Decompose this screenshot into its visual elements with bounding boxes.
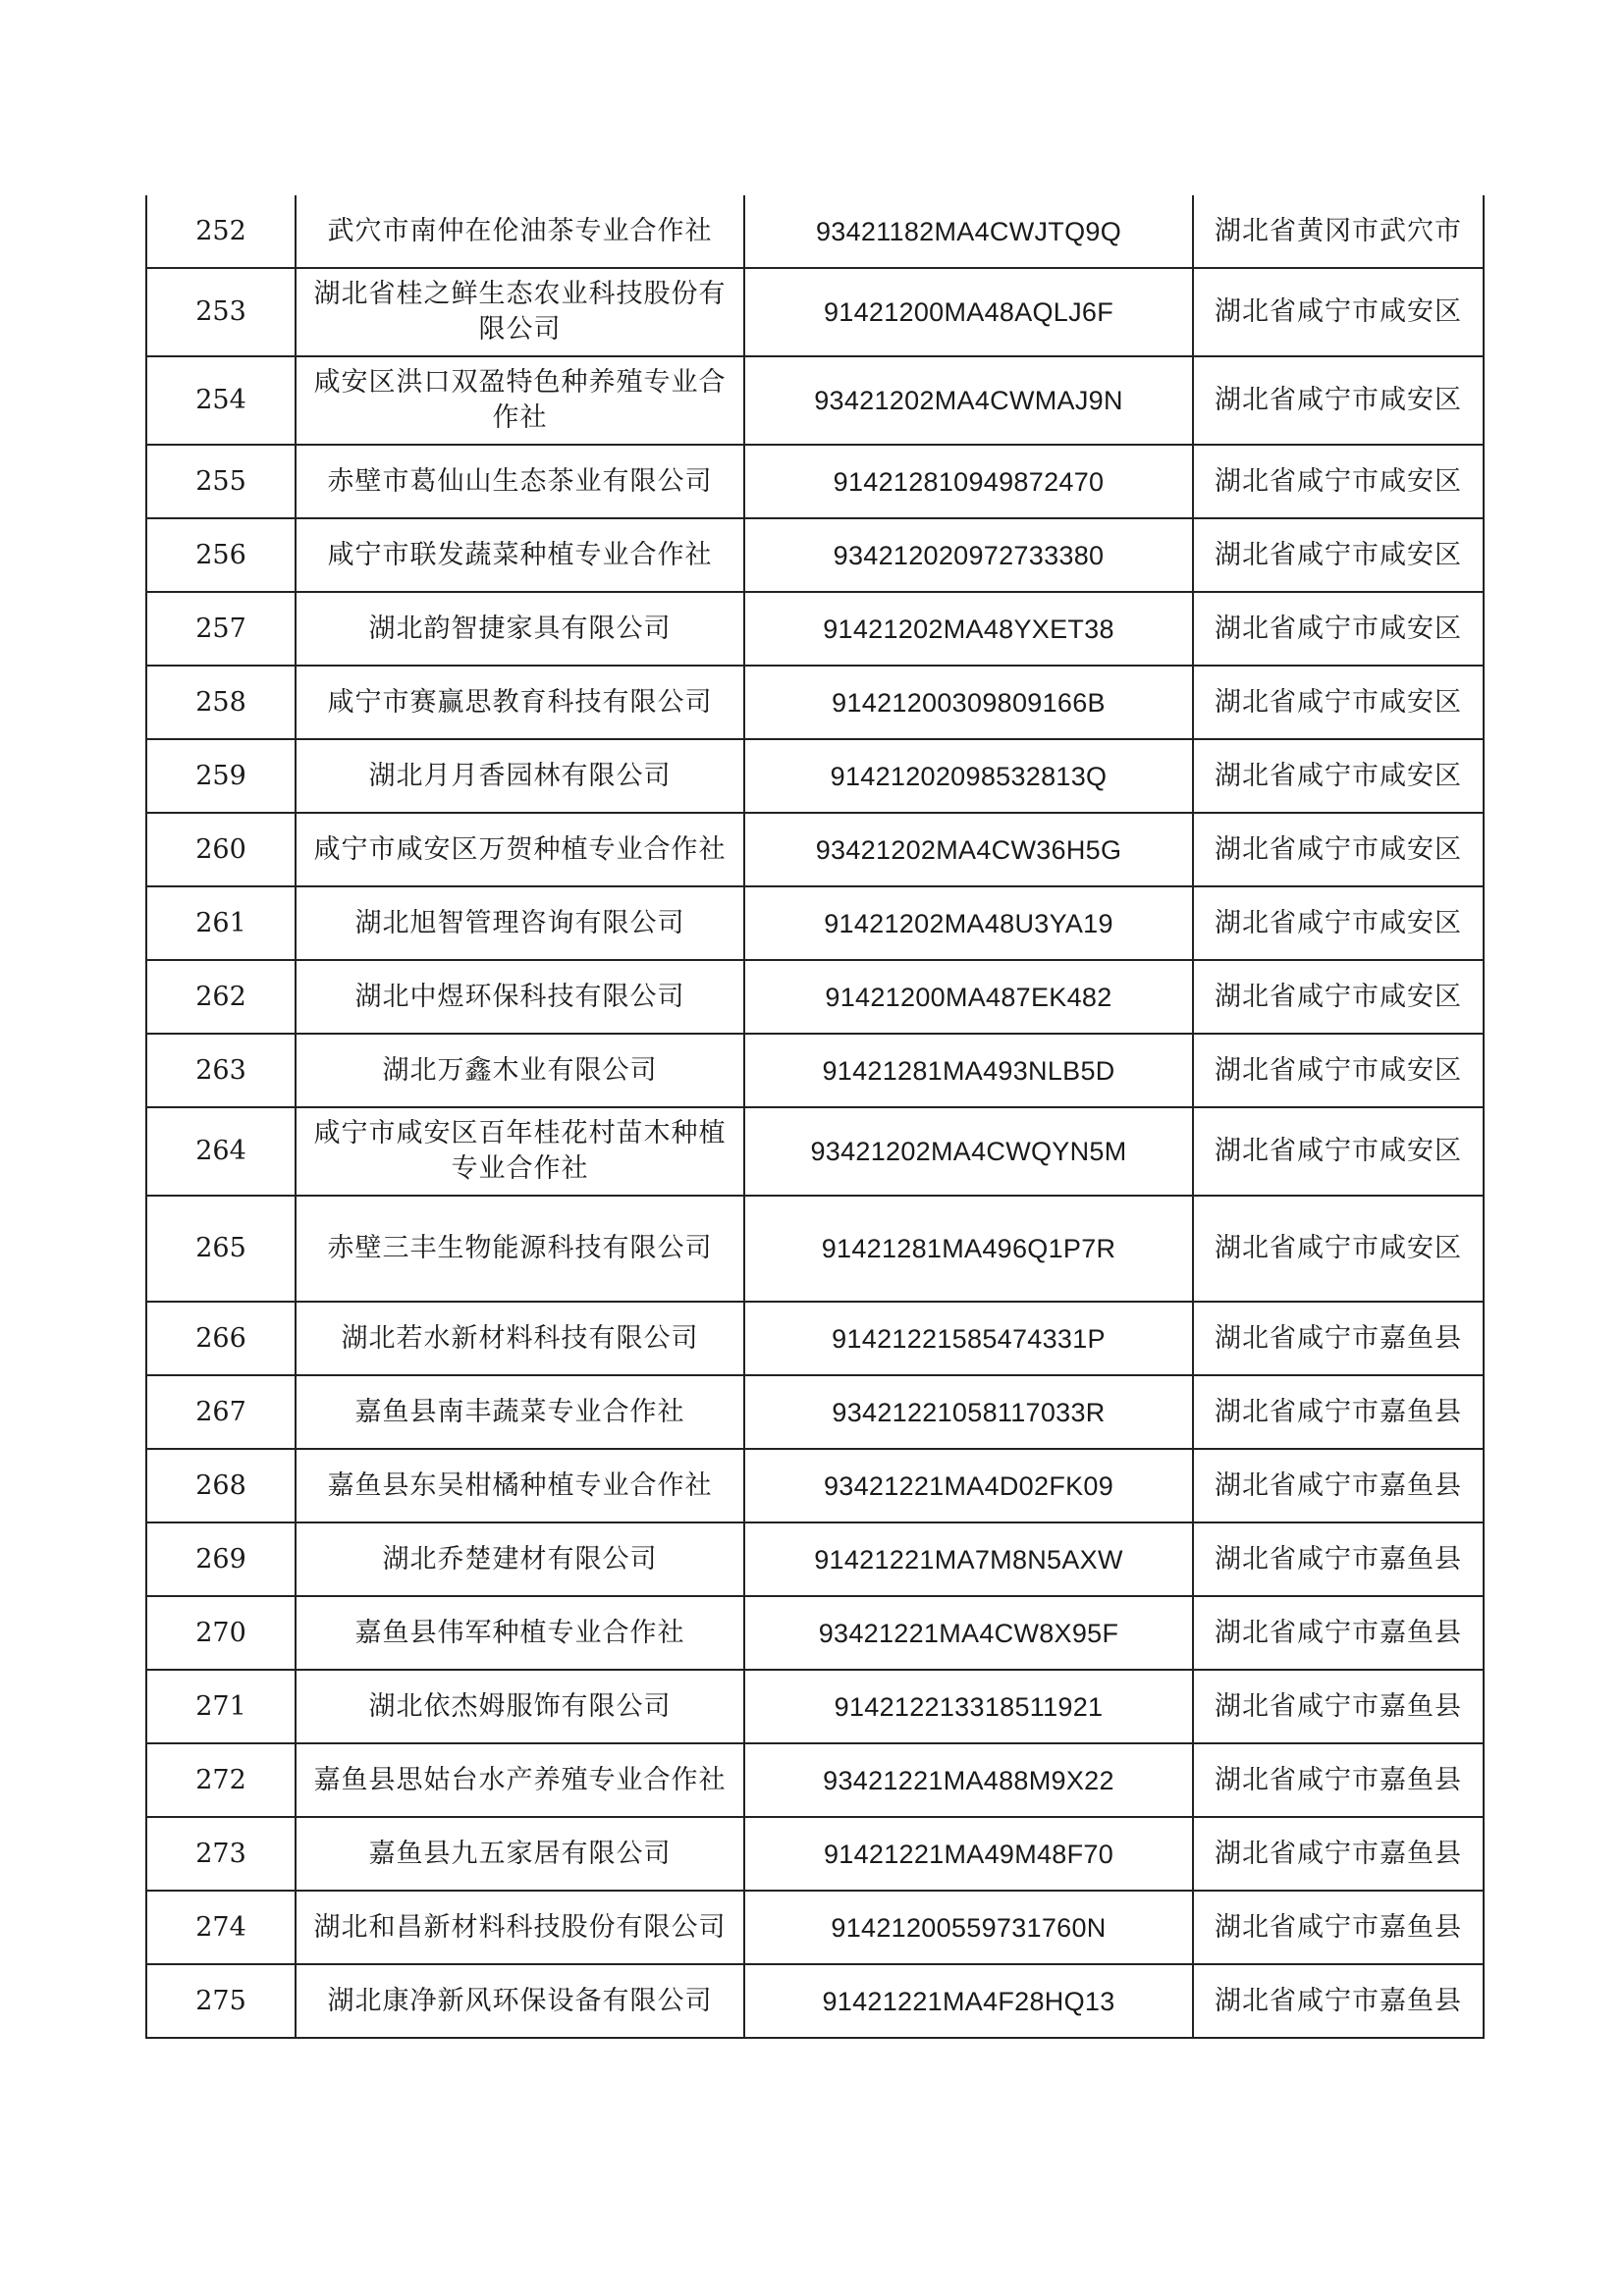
table-row <box>146 1964 1484 2038</box>
location: 湖北省咸宁市咸安区 <box>1193 666 1484 739</box>
table-row <box>146 1196 1484 1302</box>
location: 湖北省咸宁市嘉鱼县 <box>1193 1596 1484 1670</box>
credit-code: 91421200309809166B <box>744 666 1193 739</box>
row-number: 274 <box>146 1891 296 1964</box>
credit-code: 91421200559731760N <box>744 1891 1193 1964</box>
location: 湖北省咸宁市咸安区 <box>1193 1196 1484 1302</box>
credit-code: 91421200MA487EK482 <box>744 960 1193 1034</box>
company-name: 湖北月月香园林有限公司 <box>296 739 744 813</box>
credit-code: 93421221MA4CW8X95F <box>744 1596 1193 1670</box>
company-name: 嘉鱼县东吴柑橘种植专业合作社 <box>296 1449 744 1522</box>
table-row <box>146 666 1484 739</box>
row-number: 257 <box>146 592 296 666</box>
row-number: 269 <box>146 1522 296 1596</box>
row-number: 265 <box>146 1196 296 1302</box>
location: 湖北省黄冈市武穴市 <box>1193 195 1484 268</box>
credit-code: 91421200MA48AQLJ6F <box>744 268 1193 356</box>
credit-code: 914212810949872470 <box>744 445 1193 518</box>
credit-code: 93421221MA488M9X22 <box>744 1743 1193 1817</box>
row-number: 275 <box>146 1964 296 2038</box>
row-number: 253 <box>146 268 296 356</box>
table-row <box>146 592 1484 666</box>
location: 湖北省咸宁市嘉鱼县 <box>1193 1891 1484 1964</box>
table-row <box>146 739 1484 813</box>
row-number: 261 <box>146 886 296 960</box>
credit-code: 934212020972733380 <box>744 518 1193 592</box>
credit-code: 91421202MA48YXET38 <box>744 592 1193 666</box>
credit-code: 91421281MA496Q1P7R <box>744 1196 1193 1302</box>
company-name: 武穴市南仲在伦油茶专业合作社 <box>296 195 744 268</box>
company-name: 湖北韵智捷家具有限公司 <box>296 592 744 666</box>
credit-code: 914212213318511921 <box>744 1670 1193 1743</box>
location: 湖北省咸宁市咸安区 <box>1193 813 1484 886</box>
location: 湖北省咸宁市嘉鱼县 <box>1193 1964 1484 2038</box>
row-number: 266 <box>146 1302 296 1375</box>
table-row <box>146 268 1484 356</box>
credit-code: 93421221MA4D02FK09 <box>744 1449 1193 1522</box>
row-number: 254 <box>146 356 296 445</box>
table-row <box>146 1817 1484 1891</box>
company-name: 咸安区洪口双盈特色种养殖专业合作社 <box>296 356 744 445</box>
table-row <box>146 886 1484 960</box>
credit-code: 93421221058117033R <box>744 1375 1193 1449</box>
row-number: 258 <box>146 666 296 739</box>
company-name: 嘉鱼县伟军种植专业合作社 <box>296 1596 744 1670</box>
location: 湖北省咸宁市嘉鱼县 <box>1193 1522 1484 1596</box>
location: 湖北省咸宁市咸安区 <box>1193 1107 1484 1196</box>
location: 湖北省咸宁市嘉鱼县 <box>1193 1449 1484 1522</box>
credit-code: 91421221MA4F28HQ13 <box>744 1964 1193 2038</box>
credit-code: 91421221585474331P <box>744 1302 1193 1375</box>
location: 湖北省咸宁市咸安区 <box>1193 268 1484 356</box>
company-name: 湖北乔楚建材有限公司 <box>296 1522 744 1596</box>
company-name: 湖北旭智管理咨询有限公司 <box>296 886 744 960</box>
location: 湖北省咸宁市咸安区 <box>1193 1034 1484 1107</box>
company-name: 咸宁市赛赢思教育科技有限公司 <box>296 666 744 739</box>
company-name: 嘉鱼县九五家居有限公司 <box>296 1817 744 1891</box>
company-name: 湖北中煜环保科技有限公司 <box>296 960 744 1034</box>
credit-code: 91421221MA7M8N5AXW <box>744 1522 1193 1596</box>
row-number: 260 <box>146 813 296 886</box>
table-row <box>146 813 1484 886</box>
row-number: 262 <box>146 960 296 1034</box>
table-row <box>146 1891 1484 1964</box>
table-row <box>146 445 1484 518</box>
row-number: 267 <box>146 1375 296 1449</box>
row-number: 259 <box>146 739 296 813</box>
table-row <box>146 1522 1484 1596</box>
credit-code: 91421221MA49M48F70 <box>744 1817 1193 1891</box>
company-name: 湖北康净新风环保设备有限公司 <box>296 1964 744 2038</box>
location: 湖北省咸宁市咸安区 <box>1193 960 1484 1034</box>
table-row <box>146 1302 1484 1375</box>
location: 湖北省咸宁市咸安区 <box>1193 518 1484 592</box>
row-number: 256 <box>146 518 296 592</box>
company-name: 湖北省桂之鲜生态农业科技股份有限公司 <box>296 268 744 356</box>
table-row <box>146 195 1484 268</box>
credit-code: 93421202MA4CWMAJ9N <box>744 356 1193 445</box>
row-number: 263 <box>146 1034 296 1107</box>
credit-code: 91421281MA493NLB5D <box>744 1034 1193 1107</box>
table-row <box>146 1375 1484 1449</box>
table-row <box>146 1670 1484 1743</box>
row-number: 273 <box>146 1817 296 1891</box>
row-number: 252 <box>146 195 296 268</box>
table-row <box>146 356 1484 445</box>
company-name: 湖北依杰姆服饰有限公司 <box>296 1670 744 1743</box>
row-number: 268 <box>146 1449 296 1522</box>
company-name: 嘉鱼县思姑台水产养殖专业合作社 <box>296 1743 744 1817</box>
company-name: 咸宁市联发蔬菜种植专业合作社 <box>296 518 744 592</box>
company-name: 赤壁三丰生物能源科技有限公司 <box>296 1196 744 1302</box>
company-name: 赤壁市葛仙山生态茶业有限公司 <box>296 445 744 518</box>
company-name: 湖北若水新材料科技有限公司 <box>296 1302 744 1375</box>
location: 湖北省咸宁市咸安区 <box>1193 356 1484 445</box>
credit-code: 91421202MA48U3YA19 <box>744 886 1193 960</box>
location: 湖北省咸宁市嘉鱼县 <box>1193 1817 1484 1891</box>
location: 湖北省咸宁市咸安区 <box>1193 592 1484 666</box>
table-row <box>146 960 1484 1034</box>
table-row <box>146 1034 1484 1107</box>
location: 湖北省咸宁市咸安区 <box>1193 445 1484 518</box>
location: 湖北省咸宁市咸安区 <box>1193 886 1484 960</box>
row-number: 271 <box>146 1670 296 1743</box>
table-row <box>146 1743 1484 1817</box>
location: 湖北省咸宁市嘉鱼县 <box>1193 1375 1484 1449</box>
row-number: 264 <box>146 1107 296 1196</box>
location: 湖北省咸宁市咸安区 <box>1193 739 1484 813</box>
row-number: 255 <box>146 445 296 518</box>
credit-code: 91421202098532813Q <box>744 739 1193 813</box>
table-row <box>146 1449 1484 1522</box>
company-name: 咸宁市咸安区百年桂花村苗木种植专业合作社 <box>296 1107 744 1196</box>
credit-code: 93421202MA4CW36H5G <box>744 813 1193 886</box>
company-name: 湖北万鑫木业有限公司 <box>296 1034 744 1107</box>
credit-code: 93421202MA4CWQYN5M <box>744 1107 1193 1196</box>
table-row <box>146 518 1484 592</box>
location: 湖北省咸宁市嘉鱼县 <box>1193 1302 1484 1375</box>
location: 湖北省咸宁市嘉鱼县 <box>1193 1670 1484 1743</box>
row-number: 272 <box>146 1743 296 1817</box>
table-row <box>146 1107 1484 1196</box>
company-name: 湖北和昌新材料科技股份有限公司 <box>296 1891 744 1964</box>
location: 湖北省咸宁市嘉鱼县 <box>1193 1743 1484 1817</box>
row-number: 270 <box>146 1596 296 1670</box>
enterprise-registry-table <box>145 195 1485 2039</box>
company-name: 嘉鱼县南丰蔬菜专业合作社 <box>296 1375 744 1449</box>
credit-code: 93421182MA4CWJTQ9Q <box>744 195 1193 268</box>
company-name: 咸宁市咸安区万贺种植专业合作社 <box>296 813 744 886</box>
table-row <box>146 1596 1484 1670</box>
